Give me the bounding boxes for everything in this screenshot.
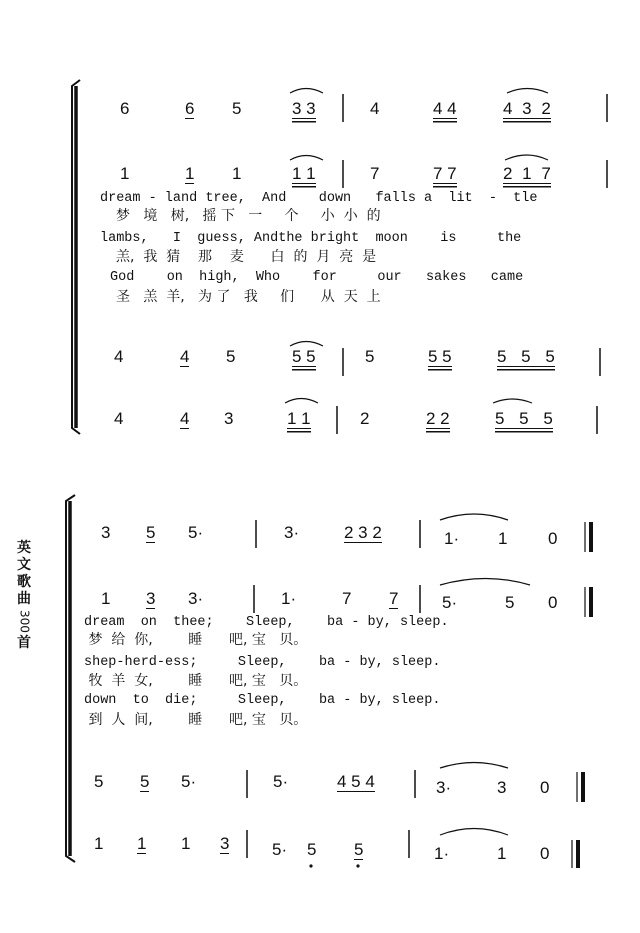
lyric-verse-2: lambs, I guess, Andthe bright moon is the: [100, 231, 522, 246]
note-group: 4 4: [433, 99, 457, 118]
note: 5: [226, 347, 236, 366]
lyric-cn-3: 到 人 间, 睡 吧, 宝 贝。: [84, 712, 308, 728]
lyric-verse-3: God on high, Who for our sakes came: [110, 270, 524, 285]
note: 1: [185, 164, 195, 183]
note: 1: [94, 834, 104, 853]
note: 5: [354, 840, 364, 859]
note: 1·: [281, 589, 297, 608]
note: 5: [146, 523, 156, 542]
note-group: 5 5: [292, 347, 316, 366]
note: 5: [505, 593, 515, 612]
note: 5: [232, 99, 242, 118]
note: 4: [180, 409, 190, 428]
side-char: 歌: [17, 574, 31, 590]
side-char: 300: [17, 610, 32, 633]
note: 7: [389, 589, 399, 608]
note: 1·: [444, 529, 460, 548]
note-group: 2 3 2: [344, 523, 382, 542]
note-group: 2 1 7: [503, 164, 551, 183]
note: 1: [101, 589, 111, 608]
side-char: 首: [17, 634, 31, 651]
note: 1: [232, 164, 242, 183]
note: 1·: [434, 844, 450, 863]
note: 3: [497, 778, 507, 797]
note: 5: [365, 347, 375, 366]
note: 0: [548, 593, 558, 612]
note: 0: [540, 844, 550, 863]
note: 3·: [188, 589, 204, 608]
side-char: 曲: [17, 591, 31, 607]
note: 5: [140, 772, 150, 791]
note: 5: [94, 772, 104, 791]
note: 3·: [436, 778, 452, 797]
note: 3: [101, 523, 111, 542]
note-group: 1 1: [287, 409, 311, 428]
note: 3: [146, 589, 156, 608]
note-group: 7 7: [433, 164, 457, 183]
note: 4: [114, 409, 124, 428]
note: 5·: [272, 840, 288, 859]
note: 3: [224, 409, 234, 428]
note: 5·: [188, 523, 204, 542]
note: 7: [370, 164, 380, 183]
note: 3·: [284, 523, 300, 542]
note: 1: [498, 529, 508, 548]
lyric-cn-3: 圣 羔 羊, 为 了 我 们 从 天 上: [116, 289, 381, 305]
note-group: 4 3 2: [503, 99, 551, 118]
side-char: 文: [17, 557, 31, 573]
lyric-verse-2: shep-herd-ess; Sleep, ba - by, sleep.: [84, 655, 441, 670]
note: 0: [540, 778, 550, 797]
side-char: 英: [17, 540, 31, 556]
note: 1: [497, 844, 507, 863]
note: 4: [180, 347, 190, 366]
note: 1: [181, 834, 191, 853]
note: 2: [360, 409, 370, 428]
note-group: 1 1: [292, 164, 316, 183]
lyric-cn-1: 梦 境 树, 摇 下 一 个 小 小 的: [116, 208, 381, 224]
note-group: 5 5 5: [497, 347, 555, 366]
note: 4: [114, 347, 124, 366]
lyric-cn-2: 牧 羊 女, 睡 吧, 宝 贝。: [84, 673, 308, 689]
note-group: 4 5 4: [337, 772, 375, 791]
note: 1: [120, 164, 130, 183]
note: 6: [185, 99, 195, 118]
note-group: 3 3: [292, 99, 316, 118]
lyric-verse-1: dream - land tree, And down falls a lit - tle: [100, 191, 538, 206]
note: 5·: [273, 772, 289, 791]
lyric-verse-1: dream on thee; Sleep, ba - by, sleep.: [84, 615, 449, 630]
note: 4: [370, 99, 380, 118]
note: 1: [137, 834, 147, 853]
note: 5: [307, 840, 317, 859]
lyric-verse-3: down to die; Sleep, ba - by, sleep.: [84, 693, 441, 708]
note-group: 5 5: [428, 347, 452, 366]
note: 0: [548, 529, 558, 548]
note-group: 2 2: [426, 409, 450, 428]
note-group: 5 5 5: [495, 409, 553, 428]
lyric-cn-2: 羔, 我 猜 那 麦 白 的 月 亮 是: [116, 249, 377, 265]
note: 3: [220, 834, 230, 853]
note: 5·: [442, 593, 458, 612]
note: 6: [120, 99, 130, 118]
note: 7: [342, 589, 352, 608]
lyric-cn-1: 梦 给 你, 睡 吧, 宝 贝。: [84, 632, 308, 648]
note: 5·: [181, 772, 197, 791]
